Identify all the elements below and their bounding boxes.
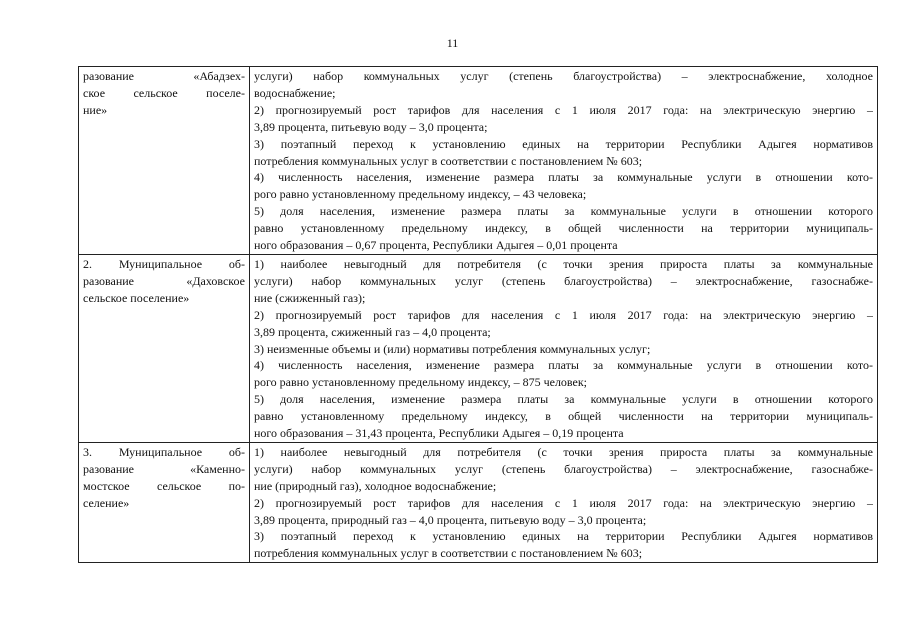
condition-line: ние (природный газ), холодное водоснабжение; (254, 478, 497, 493)
municipality-name-line: мостское сельское по- (83, 478, 245, 493)
municipality-name-cell (79, 67, 250, 255)
condition-item (254, 136, 873, 170)
condition-line: услуги) набор коммунальных услуг (степень благоустройства) – электроснабжение, холодное (254, 69, 873, 83)
condition-line: 1) наиболее невыгодный для потребителя (с точки зрения прироста платы за коммунальные (254, 444, 873, 459)
municipality-name-cell (79, 442, 250, 562)
municipality-name-line: селение» (83, 495, 130, 510)
condition-line: 5) доля населения, изменение размера платы за коммунальные услуги в отношении которого (254, 392, 873, 407)
condition-line: равно установленному предельному индексу, в общей численности на территории муниципаль- (254, 409, 873, 424)
municipality-name-cell (79, 254, 250, 442)
table-row (79, 67, 878, 255)
condition-line: потребления коммунальных услуг в соответствии с постановлением № 603; (254, 153, 643, 168)
condition-line: рого равно установленному предельному индексу, – 875 человек; (254, 375, 588, 390)
condition-line: 2) прогнозируемый рост тарифов для населения с 1 июля 2017 года: на электрическую энергию – (254, 307, 873, 322)
condition-line: водоснабжение; (254, 85, 336, 100)
condition-line: 2) прогнозируемый рост тарифов для населения с 1 июля 2017 года: на электрическую энергию – (254, 495, 873, 510)
condition-line: услуги) набор коммунальных услуг (степень благоустройства) – электроснабжение, газоснабже- (254, 273, 873, 288)
municipality-name-line: 2. Муниципальное об- (83, 256, 245, 271)
condition-line: 3) поэтапный переход к установлению единых на территории Республики Адыгея нормативов (254, 529, 873, 544)
condition-item (254, 169, 873, 203)
condition-item (254, 102, 873, 136)
condition-line: 3,89 процента, питьевую воду – 3,0 процента; (254, 119, 488, 134)
table-row (79, 254, 878, 442)
municipality-name-line: ние» (83, 102, 108, 117)
municipality-name-line: разование «Абадзех- (83, 69, 245, 83)
condition-line: 1) наиболее невыгодный для потребителя (с точки зрения прироста платы за коммунальные (254, 256, 873, 271)
table-body (79, 67, 878, 563)
condition-line: 3) поэтапный переход к установлению единых на территории Республики Адыгея нормативов (254, 136, 873, 151)
condition-line: ного образования – 31,43 процента, Республики Адыгея – 0,19 процента (254, 426, 624, 441)
conditions-cell (250, 442, 878, 562)
condition-item (254, 307, 873, 341)
condition-line: равно установленному предельному индексу, в общей численности на территории муниципаль- (254, 221, 873, 236)
conditions-cell (250, 254, 878, 442)
condition-line: потребления коммунальных услуг в соответствии с постановлением № 603; (254, 546, 643, 561)
condition-line: 4) численность населения, изменение размера платы за коммунальные услуги в отношении кото- (254, 358, 873, 373)
municipal-tariff-table (78, 66, 878, 563)
condition-item (254, 357, 873, 391)
condition-item (254, 256, 873, 307)
condition-line: ние (сжиженный газ); (254, 290, 366, 305)
condition-item (254, 341, 873, 358)
condition-line: рого равно установленному предельному индексу, – 43 человека; (254, 187, 587, 202)
condition-item (254, 528, 873, 562)
condition-item (254, 68, 873, 102)
condition-line: 3,89 процента, сжиженный газ – 4,0 процента; (254, 324, 491, 339)
condition-line: 3) неизменные объемы и (или) нормативы потребления коммунальных услуг; (254, 341, 651, 356)
municipality-name-line: ское сельское поселе- (83, 85, 245, 100)
condition-item (254, 203, 873, 254)
municipality-name-line: 3. Муниципальное об- (83, 444, 245, 459)
condition-item (254, 495, 873, 529)
condition-line: 3,89 процента, природный газ – 4,0 процента, питьевую воду – 3,0 процента; (254, 512, 647, 527)
condition-item (254, 391, 873, 442)
condition-line: 2) прогнозируемый рост тарифов для населения с 1 июля 2017 года: на электрическую энергию – (254, 102, 873, 117)
municipality-name-line: разование «Каменно- (83, 461, 245, 476)
condition-item (254, 444, 873, 495)
condition-line: 5) доля населения, изменение размера платы за коммунальные услуги в отношении которого (254, 204, 873, 219)
conditions-cell (250, 67, 878, 255)
condition-line: услуги) набор коммунальных услуг (степень благоустройства) – электроснабжение, газоснабже- (254, 461, 873, 476)
municipality-name-line: сельское поселение» (83, 290, 190, 305)
municipality-name-line: разование «Даховское (83, 273, 245, 288)
condition-line: ного образования – 0,67 процента, Республики Адыгея – 0,01 процента (254, 238, 618, 253)
condition-line: 4) численность населения, изменение размера платы за коммунальные услуги в отношении кото- (254, 170, 873, 185)
page-number: 11 (446, 36, 459, 50)
table-row (79, 442, 878, 562)
